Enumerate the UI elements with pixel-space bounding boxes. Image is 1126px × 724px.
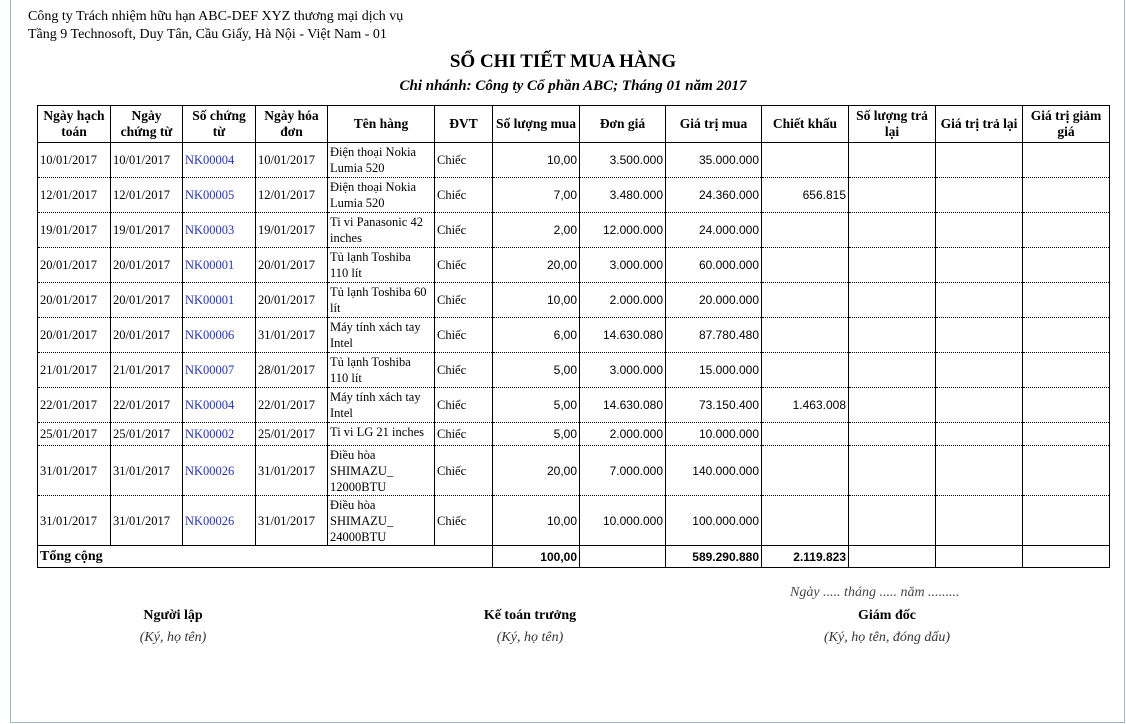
col-header-don-gia: Đơn giá <box>580 106 666 143</box>
cell-chiet-khau <box>762 283 849 318</box>
table-row <box>38 283 1110 318</box>
cell-sl-tra-lai <box>849 388 936 423</box>
cell-gt-giam-gia <box>1023 248 1110 283</box>
cell-so-luong: 2,00 <box>493 213 580 248</box>
cell-don-gia: 14.630.080 <box>580 388 666 423</box>
report-title: SỔ CHI TIẾT MUA HÀNG <box>449 51 677 72</box>
cell-ngay-hach-toan: 20/01/2017 <box>38 283 111 318</box>
cell-sl-tra-lai <box>849 318 936 353</box>
cell-dvt: Chiếc <box>435 353 493 388</box>
cell-dvt: Chiếc <box>435 446 493 496</box>
total-don-gia <box>580 546 666 568</box>
cell-ngay-chung-tu: 31/01/2017 <box>111 496 183 546</box>
cell-ten-hang: Máy tính xách tay Intel <box>328 388 435 423</box>
cell-gia-tri-mua: 60.000.000 <box>666 248 762 283</box>
cell-chiet-khau: 1.463.008 <box>762 388 849 423</box>
cell-ngay-chung-tu: 20/01/2017 <box>111 283 183 318</box>
cell-sl-tra-lai <box>849 446 936 496</box>
cell-ten-hang: Tủ lạnh Toshiba 60 lít <box>328 283 435 318</box>
cell-ten-hang: Tủ lạnh Toshiba 110 lít <box>328 353 435 388</box>
col-header-ngay-hach-toan: Ngày hạch toán <box>38 106 111 143</box>
cell-ten-hang: Điện thoại Nokia Lumia 520 <box>328 143 435 178</box>
total-gia-tri-mua: 589.290.880 <box>666 546 762 568</box>
total-label: Tổng cộng <box>38 546 493 568</box>
report-subtitle: Chi nhánh: Công ty Cổ phần ABC; Tháng 01 năm 2017 <box>399 78 747 94</box>
cell-ngay-chung-tu: 19/01/2017 <box>111 213 183 248</box>
cell-gt-tra-lai <box>936 213 1023 248</box>
col-header-ngay-hoa-don: Ngày hóa đơn <box>256 106 328 143</box>
cell-ngay-chung-tu: 22/01/2017 <box>111 388 183 423</box>
table-row <box>38 423 1110 446</box>
cell-so-luong: 5,00 <box>493 423 580 446</box>
cell-ten-hang: Điều hòa SHIMAZU_ 12000BTU <box>328 446 435 496</box>
cell-ngay-hoa-don: 20/01/2017 <box>256 283 328 318</box>
cell-ngay-hoa-don: 31/01/2017 <box>256 318 328 353</box>
cell-ngay-hoa-don: 22/01/2017 <box>256 388 328 423</box>
cell-chiet-khau <box>762 496 849 546</box>
cell-gt-tra-lai <box>936 248 1023 283</box>
col-header-ten-hang: Tên hàng <box>328 106 435 143</box>
col-header-so-luong-mua: Số lượng mua <box>493 106 580 143</box>
cell-ngay-chung-tu: 31/01/2017 <box>111 446 183 496</box>
cell-ngay-hach-toan: 31/01/2017 <box>38 446 111 496</box>
table-header-row <box>38 106 1110 143</box>
cell-chiet-khau <box>762 423 849 446</box>
cell-ngay-hoa-don: 31/01/2017 <box>256 446 328 496</box>
cell-so-luong: 7,00 <box>493 178 580 213</box>
cell-ngay-chung-tu: 21/01/2017 <box>111 353 183 388</box>
cell-sl-tra-lai <box>849 213 936 248</box>
cell-so-luong: 5,00 <box>493 353 580 388</box>
total-gt-giam-gia <box>1023 546 1110 568</box>
cell-ngay-hach-toan: 12/01/2017 <box>38 178 111 213</box>
cell-gt-giam-gia <box>1023 283 1110 318</box>
cell-so-chung-tu: NK00001 <box>183 248 256 283</box>
cell-ten-hang: Điều hòa SHIMAZU_ 24000BTU <box>328 496 435 546</box>
cell-gia-tri-mua: 87.780.480 <box>666 318 762 353</box>
cell-dvt: Chiếc <box>435 178 493 213</box>
cell-so-chung-tu: NK00005 <box>183 178 256 213</box>
cell-don-gia: 3.500.000 <box>580 143 666 178</box>
cell-so-chung-tu: NK00004 <box>183 388 256 423</box>
cell-dvt: Chiếc <box>435 143 493 178</box>
cell-ngay-hoa-don: 19/01/2017 <box>256 213 328 248</box>
cell-chiet-khau <box>762 353 849 388</box>
total-sl-tra-lai <box>849 546 936 568</box>
cell-don-gia: 2.000.000 <box>580 423 666 446</box>
cell-gt-tra-lai <box>936 446 1023 496</box>
cell-ngay-chung-tu: 20/01/2017 <box>111 318 183 353</box>
cell-ngay-chung-tu: 10/01/2017 <box>111 143 183 178</box>
cell-gia-tri-mua: 35.000.000 <box>666 143 762 178</box>
cell-gt-giam-gia <box>1023 496 1110 546</box>
col-header-so-chung-tu: Số chứng từ <box>183 106 256 143</box>
cell-don-gia: 14.630.080 <box>580 318 666 353</box>
company-address: Tầng 9 Technosoft, Duy Tân, Cầu Giấy, Hà Nội - Việt Nam - 01 <box>28 27 387 42</box>
cell-sl-tra-lai <box>849 248 936 283</box>
cell-ten-hang: Tủ lạnh Toshiba 110 lít <box>328 248 435 283</box>
cell-dvt: Chiếc <box>435 318 493 353</box>
signature-date-line: Ngày ..... tháng ..... năm ......... <box>790 585 960 600</box>
cell-ngay-hach-toan: 25/01/2017 <box>38 423 111 446</box>
cell-sl-tra-lai <box>849 353 936 388</box>
cell-dvt: Chiếc <box>435 213 493 248</box>
cell-sl-tra-lai <box>849 178 936 213</box>
cell-gia-tri-mua: 140.000.000 <box>666 446 762 496</box>
total-chiet-khau: 2.119.823 <box>762 546 849 568</box>
purchase-detail-table <box>37 105 1110 568</box>
table-row <box>38 353 1110 388</box>
table-body <box>38 143 1110 546</box>
col-header-so-luong-tra-lai: Số lượng trả lại <box>849 106 936 143</box>
col-header-gia-tri-mua: Giá trị mua <box>666 106 762 143</box>
cell-ngay-hoa-don: 28/01/2017 <box>256 353 328 388</box>
cell-sl-tra-lai <box>849 496 936 546</box>
cell-so-luong: 20,00 <box>493 446 580 496</box>
cell-gt-giam-gia <box>1023 143 1110 178</box>
cell-so-luong: 6,00 <box>493 318 580 353</box>
cell-so-chung-tu: NK00026 <box>183 496 256 546</box>
cell-gt-tra-lai <box>936 423 1023 446</box>
cell-gt-tra-lai <box>936 353 1023 388</box>
col-header-dvt: ĐVT <box>435 106 493 143</box>
table-row <box>38 248 1110 283</box>
table-row <box>38 496 1110 546</box>
cell-ngay-hach-toan: 20/01/2017 <box>38 318 111 353</box>
cell-don-gia: 7.000.000 <box>580 446 666 496</box>
cell-gt-tra-lai <box>936 496 1023 546</box>
signer-preparer <box>53 608 293 646</box>
cell-gt-giam-gia <box>1023 178 1110 213</box>
cell-gt-tra-lai <box>936 283 1023 318</box>
signer-note: (Ký, họ tên) <box>139 630 207 645</box>
cell-dvt: Chiếc <box>435 388 493 423</box>
cell-chiet-khau <box>762 446 849 496</box>
cell-ten-hang: Máy tính xách tay Intel <box>328 318 435 353</box>
cell-gia-tri-mua: 24.360.000 <box>666 178 762 213</box>
cell-ten-hang: Ti vi LG 21 inches <box>328 423 435 446</box>
table-row <box>38 178 1110 213</box>
cell-gia-tri-mua: 15.000.000 <box>666 353 762 388</box>
cell-gt-giam-gia <box>1023 318 1110 353</box>
cell-gt-giam-gia <box>1023 423 1110 446</box>
cell-chiet-khau <box>762 213 849 248</box>
cell-so-chung-tu: NK00004 <box>183 143 256 178</box>
cell-ngay-chung-tu: 20/01/2017 <box>111 248 183 283</box>
cell-so-luong: 10,00 <box>493 496 580 546</box>
company-name: Công ty Trách nhiệm hữu hạn ABC-DEF XYZ thương mại dịch vụ <box>28 9 404 24</box>
cell-don-gia: 3.000.000 <box>580 353 666 388</box>
cell-so-chung-tu: NK00003 <box>183 213 256 248</box>
col-header-chiet-khau: Chiết khấu <box>762 106 849 143</box>
signer-note: (Ký, họ tên, đóng dấu) <box>824 630 950 645</box>
total-gt-tra-lai <box>936 546 1023 568</box>
cell-don-gia: 12.000.000 <box>580 213 666 248</box>
cell-gt-tra-lai <box>936 178 1023 213</box>
cell-so-chung-tu: NK00006 <box>183 318 256 353</box>
cell-ten-hang: Điện thoại Nokia Lumia 520 <box>328 178 435 213</box>
cell-gia-tri-mua: 10.000.000 <box>666 423 762 446</box>
cell-don-gia: 2.000.000 <box>580 283 666 318</box>
signer-role: Giám đốc <box>858 608 916 623</box>
cell-dvt: Chiếc <box>435 283 493 318</box>
cell-ngay-hoa-don: 31/01/2017 <box>256 496 328 546</box>
cell-gia-tri-mua: 73.150.400 <box>666 388 762 423</box>
cell-don-gia: 10.000.000 <box>580 496 666 546</box>
cell-dvt: Chiếc <box>435 423 493 446</box>
col-header-gia-tri-giam-gia: Giá trị giảm giá <box>1023 106 1110 143</box>
cell-ngay-hoa-don: 10/01/2017 <box>256 143 328 178</box>
table-row <box>38 143 1110 178</box>
cell-so-luong: 5,00 <box>493 388 580 423</box>
cell-ngay-hach-toan: 21/01/2017 <box>38 353 111 388</box>
cell-ngay-hoa-don: 25/01/2017 <box>256 423 328 446</box>
cell-sl-tra-lai <box>849 143 936 178</box>
cell-so-chung-tu: NK00007 <box>183 353 256 388</box>
signer-chief-accountant <box>410 608 650 646</box>
table-row <box>38 446 1110 496</box>
cell-gia-tri-mua: 100.000.000 <box>666 496 762 546</box>
cell-gt-giam-gia <box>1023 213 1110 248</box>
cell-gt-giam-gia <box>1023 353 1110 388</box>
signer-note: (Ký, họ tên) <box>496 630 564 645</box>
cell-gia-tri-mua: 20.000.000 <box>666 283 762 318</box>
cell-ngay-hach-toan: 22/01/2017 <box>38 388 111 423</box>
cell-dvt: Chiếc <box>435 496 493 546</box>
cell-sl-tra-lai <box>849 423 936 446</box>
cell-gt-tra-lai <box>936 318 1023 353</box>
cell-so-luong: 20,00 <box>493 248 580 283</box>
cell-ngay-hach-toan: 19/01/2017 <box>38 213 111 248</box>
cell-ten-hang: Ti vi Panasonic 42 inches <box>328 213 435 248</box>
table-row <box>38 318 1110 353</box>
cell-gt-tra-lai <box>936 143 1023 178</box>
cell-ngay-hach-toan: 20/01/2017 <box>38 248 111 283</box>
total-row <box>38 546 1110 568</box>
signer-role: Kế toán trưởng <box>483 608 577 623</box>
cell-don-gia: 3.000.000 <box>580 248 666 283</box>
cell-don-gia: 3.480.000 <box>580 178 666 213</box>
signer-director <box>767 608 1007 646</box>
col-header-ngay-chung-tu: Ngày chứng từ <box>111 106 183 143</box>
cell-chiet-khau <box>762 318 849 353</box>
col-header-gia-tri-tra-lai: Giá trị trả lại <box>936 106 1023 143</box>
cell-ngay-chung-tu: 25/01/2017 <box>111 423 183 446</box>
cell-so-chung-tu: NK00002 <box>183 423 256 446</box>
cell-chiet-khau: 656.815 <box>762 178 849 213</box>
cell-so-chung-tu: NK00001 <box>183 283 256 318</box>
cell-ngay-chung-tu: 12/01/2017 <box>111 178 183 213</box>
table-row <box>38 213 1110 248</box>
cell-ngay-hoa-don: 12/01/2017 <box>256 178 328 213</box>
cell-gt-giam-gia <box>1023 388 1110 423</box>
total-so-luong: 100,00 <box>493 546 580 568</box>
cell-dvt: Chiếc <box>435 248 493 283</box>
cell-ngay-hach-toan: 31/01/2017 <box>38 496 111 546</box>
cell-gt-giam-gia <box>1023 446 1110 496</box>
cell-chiet-khau <box>762 143 849 178</box>
cell-so-luong: 10,00 <box>493 283 580 318</box>
signer-role: Người lập <box>143 608 203 623</box>
company-info <box>28 8 403 44</box>
cell-gt-tra-lai <box>936 388 1023 423</box>
cell-ngay-hach-toan: 10/01/2017 <box>38 143 111 178</box>
table-row <box>38 388 1110 423</box>
cell-gia-tri-mua: 24.000.000 <box>666 213 762 248</box>
cell-chiet-khau <box>762 248 849 283</box>
cell-ngay-hoa-don: 20/01/2017 <box>256 248 328 283</box>
cell-sl-tra-lai <box>849 283 936 318</box>
cell-so-luong: 10,00 <box>493 143 580 178</box>
cell-so-chung-tu: NK00026 <box>183 446 256 496</box>
